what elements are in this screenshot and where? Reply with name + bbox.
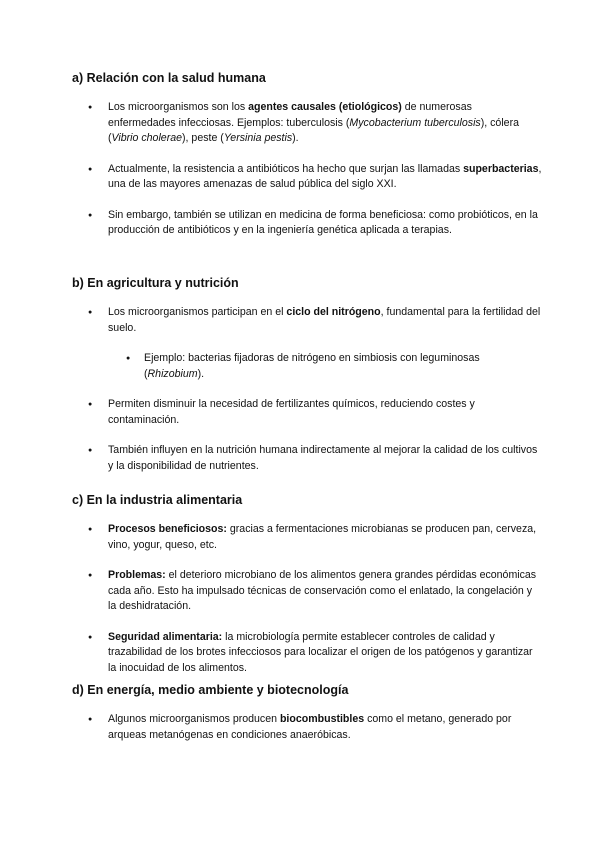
list-item: ● Procesos beneficiosos: gracias a fermentaciones microbianas se producen pan, cerveza, vino, yogur, queso, etc. bbox=[72, 522, 542, 553]
section-c-list bbox=[72, 522, 542, 676]
list-item: ● Problemas: el deterioro microbiano de los alimentos genera grandes pérdidas económicas cada año. Esto ha impulsado técnicas de conservación como el enlatado, la congelación y la deshidratación. bbox=[72, 568, 542, 615]
list-item: ● Algunos microorganismos producen biocombustibles como el metano, generado por arqueas metanógenas en condiciones anaeróbicas. bbox=[72, 712, 542, 743]
section-c-heading: c) En la industria alimentaria bbox=[72, 493, 243, 507]
section-c bbox=[72, 492, 542, 691]
section-b-heading: b) En agricultura y nutrición bbox=[72, 276, 239, 290]
list-item: ● Seguridad alimentaria: la microbiología permite establecer controles de calidad y trazabilidad de los brotes infecciosos para localizar el origen de los patógenos y garantizar la inocuidad de los alimentos. bbox=[72, 630, 542, 677]
list-item: ● Los microorganismos son los agentes causales (etiológicos) de numerosas enfermedades infecciosas. Ejemplos: tuberculosis (Mycobacterium tuberculosis), cólera (Vibrio cholerae), peste (Yersinia pestis). bbox=[72, 100, 542, 147]
section-d-heading: d) En energía, medio ambiente y biotecnología bbox=[72, 683, 349, 697]
list-item: ● Permiten disminuir la necesidad de fertilizantes químicos, reduciendo costes y contaminación. bbox=[72, 397, 542, 428]
section-a-list bbox=[72, 100, 542, 239]
section-a-heading: a) Relación con la salud humana bbox=[72, 71, 266, 85]
list-item: ● Sin embargo, también se utilizan en medicina de forma beneficiosa: como probióticos, en la producción de antibióticos y en la ingeniería genética aplicada a terapias. bbox=[72, 208, 542, 239]
section-a bbox=[72, 70, 542, 254]
sub-list-item: ● Ejemplo: bacterias fijadoras de nitrógeno en simbiosis con leguminosas (Rhizobium). bbox=[72, 351, 542, 382]
list-item: ● Los microorganismos participan en el ciclo del nitrógeno, fundamental para la fertilidad del suelo. bbox=[72, 305, 542, 336]
section-b-list bbox=[72, 305, 542, 474]
section-b bbox=[72, 275, 542, 489]
section-d bbox=[72, 682, 542, 758]
list-item: ● Actualmente, la resistencia a antibióticos ha hecho que surjan las llamadas superbacterias, una de las mayores amenazas de salud pública del siglo XXI. bbox=[72, 162, 542, 193]
section-d-list bbox=[72, 712, 542, 743]
list-item: ● También influyen en la nutrición humana indirectamente al mejorar la calidad de los cultivos y la disponibilidad de nutrientes. bbox=[72, 443, 542, 474]
